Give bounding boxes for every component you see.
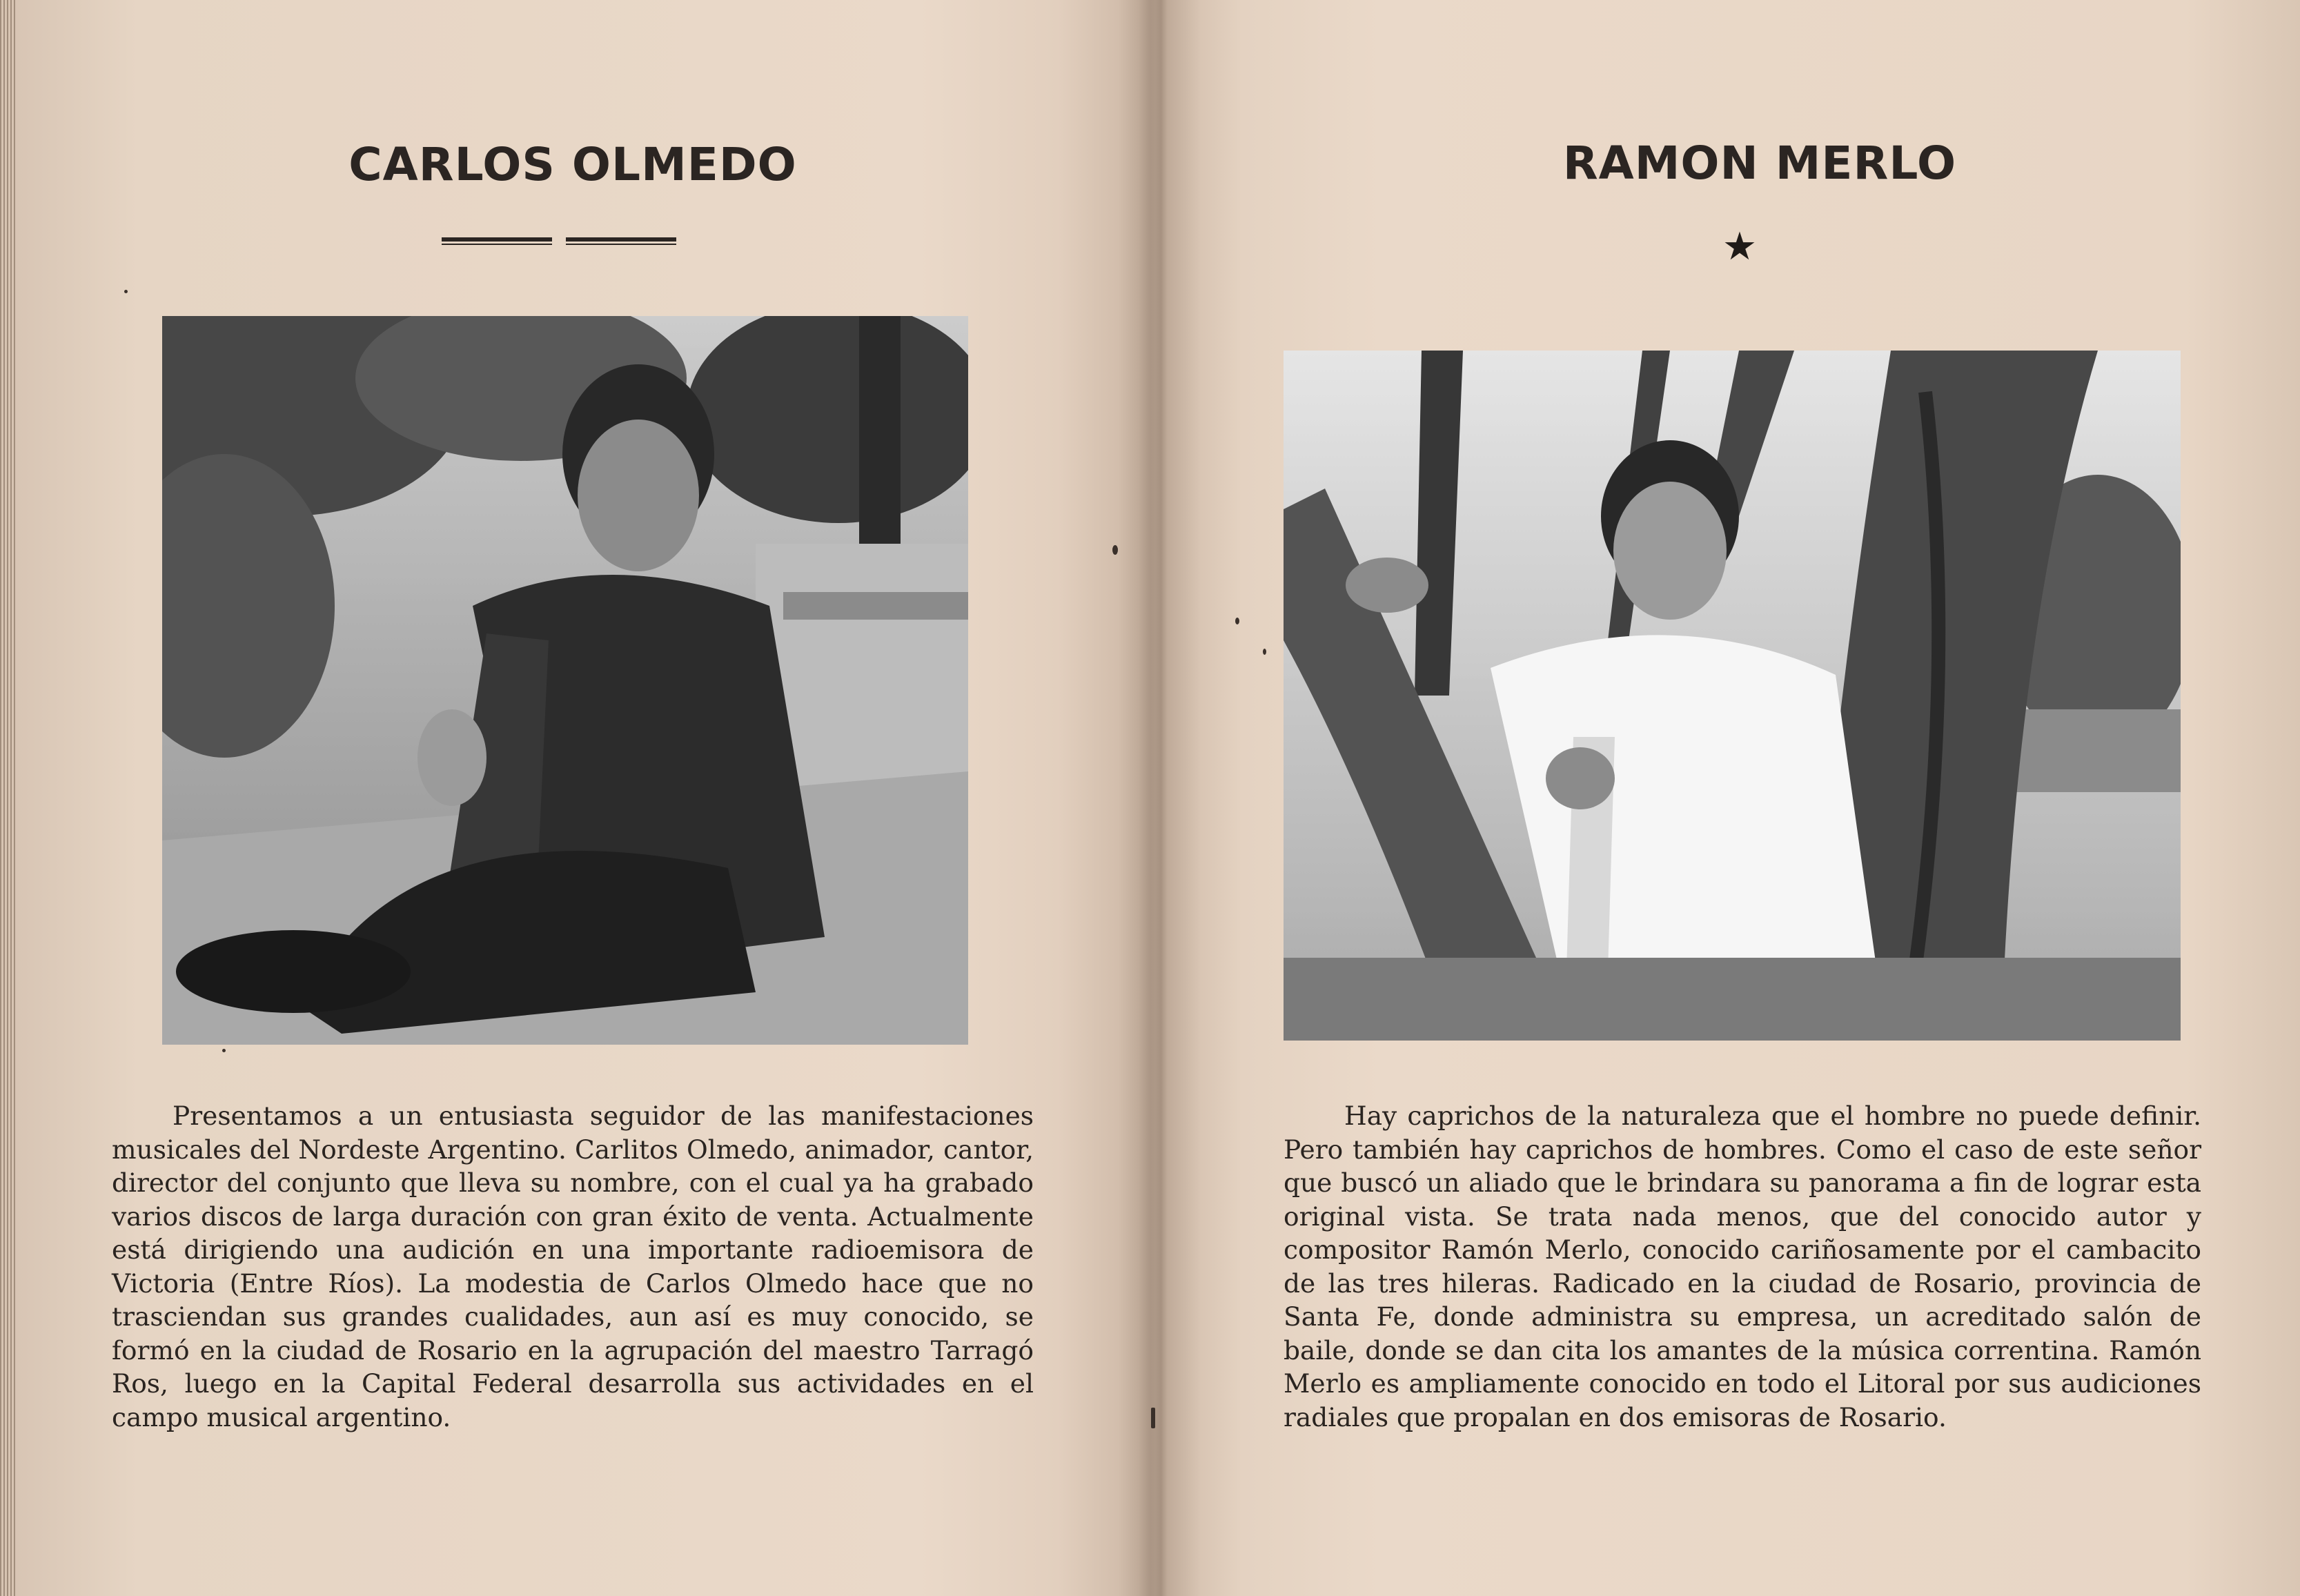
paper-speck — [222, 1049, 226, 1052]
left-page — [0, 0, 1146, 1596]
paper-speck — [1151, 1408, 1155, 1428]
paper-speck — [1263, 649, 1266, 655]
man-seated-outdoors-photo-icon — [162, 316, 968, 1045]
left-page-title: CARLOS OLMEDO — [348, 138, 797, 191]
right-page-paragraph: Hay caprichos de la naturaleza que el hombre no puede definir. Pero también hay caprichos de hombres. Como el caso de este señor que buscó un aliado que le brindara su panorama a fin de lograr esta original vista. Se trata nada menos, que del conocido autor y compositor Ramón Merlo, conocido cariñosamente por el cambacito de las tres hileras. Radicado en la ciudad de Rosario, provincia de Santa Fe, donde administra su empresa, un acreditado salón de baile, donde se dan cita los amantes de la música correntina. Ramón Merlo es ampliamente conocido en todo el Litoral por sus audiciones radiales que propalan en dos emisoras de Rosario. — [1284, 1101, 2201, 1432]
double-rule-ornament-icon — [442, 233, 676, 248]
paper-speck — [124, 290, 128, 293]
left-page-paragraph: Presentamos a un entusiasta seguidor de las manifestaciones musicales del Nordeste Argentino. Carlitos Olmedo, animador, cantor, director del conjunto que lleva su nombre, con el cual ya ha grabado varios discos de larga duración con gran éxito de venta. Actualmente está dirigiendo una audición en una importante radioemisora de Victoria (Entre Ríos). La modestia de Carlos Olmedo hace que no trasciendan sus grandes cualidades, aun así es muy conocido, se formó en la ciudad de Rosario en la agrupación del maestro Tarragó Ros, luego en la Capital Federal desarrolla sus actividades en el campo musical argentino. — [112, 1101, 1034, 1432]
paper-speck — [1112, 545, 1118, 555]
paper-speck — [1235, 618, 1239, 624]
right-page — [1173, 0, 2300, 1596]
man-leaning-on-tree-photo-icon — [1284, 351, 2181, 1041]
right-page-title: RAMON MERLO — [1562, 137, 1957, 190]
star-ornament-icon: ★ — [1722, 224, 1758, 269]
